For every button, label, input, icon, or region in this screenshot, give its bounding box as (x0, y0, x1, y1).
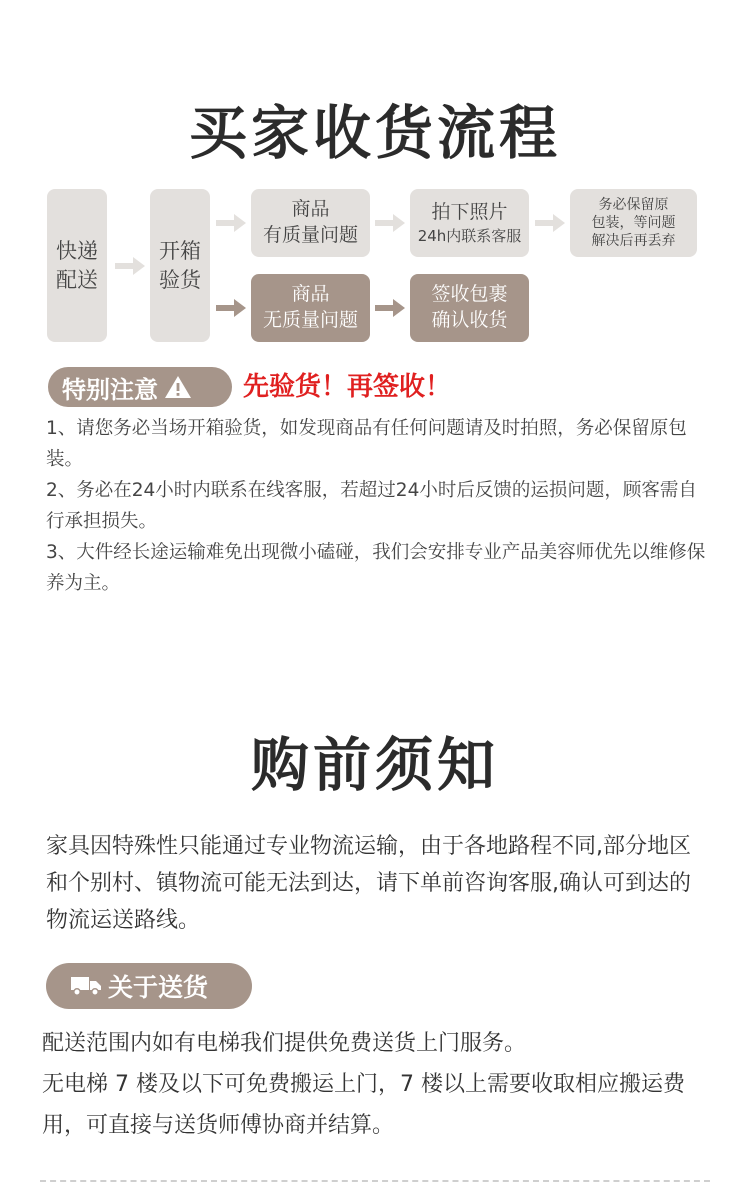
arrow-right-icon (375, 298, 405, 318)
notice-list (46, 413, 706, 599)
flow-step-unbox-inspect: 开箱 验货 (150, 189, 210, 342)
arrow-right-icon (535, 213, 565, 233)
section-title-before-purchase: 购前须知 (250, 731, 499, 799)
arrow-right-icon (216, 213, 246, 233)
delivery-info (42, 1023, 712, 1146)
warning-triangle-icon (164, 375, 192, 399)
flow-step-delivery: 快递 配送 (47, 189, 107, 342)
arrow-right-icon (115, 256, 145, 276)
delivery-line: 无电梯 7 楼及以下可免费搬运上门，7 楼以上需要收取相应搬运费用，可直接与送货师傅协商并结算。 (42, 1072, 685, 1138)
dashed-divider (40, 1180, 710, 1182)
flow-step-take-photo: 拍下照片 24h内联系客服 (410, 189, 529, 257)
flow-step-no-problem: 商品 无质量问题 (251, 274, 370, 342)
section-title-receiving-process: 买家收货流程 (188, 99, 561, 167)
arrow-right-icon (375, 213, 405, 233)
notice-item: 2、务必在24小时内联系在线客服，若超过24小时后反馈的运损问题，顾客需自行承担损失。 (46, 480, 697, 532)
notice-item: 3、大件经长途运输难免出现微小磕碰，我们会安排专业产品美容师优先以维修保养为主。 (46, 542, 706, 594)
notice-badge: 特别注意 (48, 367, 232, 407)
truck-icon (70, 975, 102, 997)
flow-step-quality-problem: 商品 有质量问题 (251, 189, 370, 257)
delivery-line: 配送范围内如有电梯我们提供免费送货上门服务。 (42, 1031, 527, 1056)
purchase-intro: 家具因特殊性只能通过专业物流运输，由于各地路程不同,部分地区和个别村、镇物流可能无法到达，请下单前咨询客服,确认可到达的物流运送路线。 (46, 834, 691, 933)
delivery-badge: 关于送货 (46, 963, 252, 1009)
flow-step-sign-confirm: 签收包裹 确认收货 (410, 274, 529, 342)
flow-step-keep-packaging: 务必保留原 包装，等问题 解决后再丢弃 (570, 189, 697, 257)
warning-slogan: 先验货！再签收！ (243, 372, 452, 402)
arrow-right-icon (216, 298, 246, 318)
notice-item: 1、请您务必当场开箱验货，如发现商品有任何问题请及时拍照，务必保留原包装。 (46, 418, 687, 470)
